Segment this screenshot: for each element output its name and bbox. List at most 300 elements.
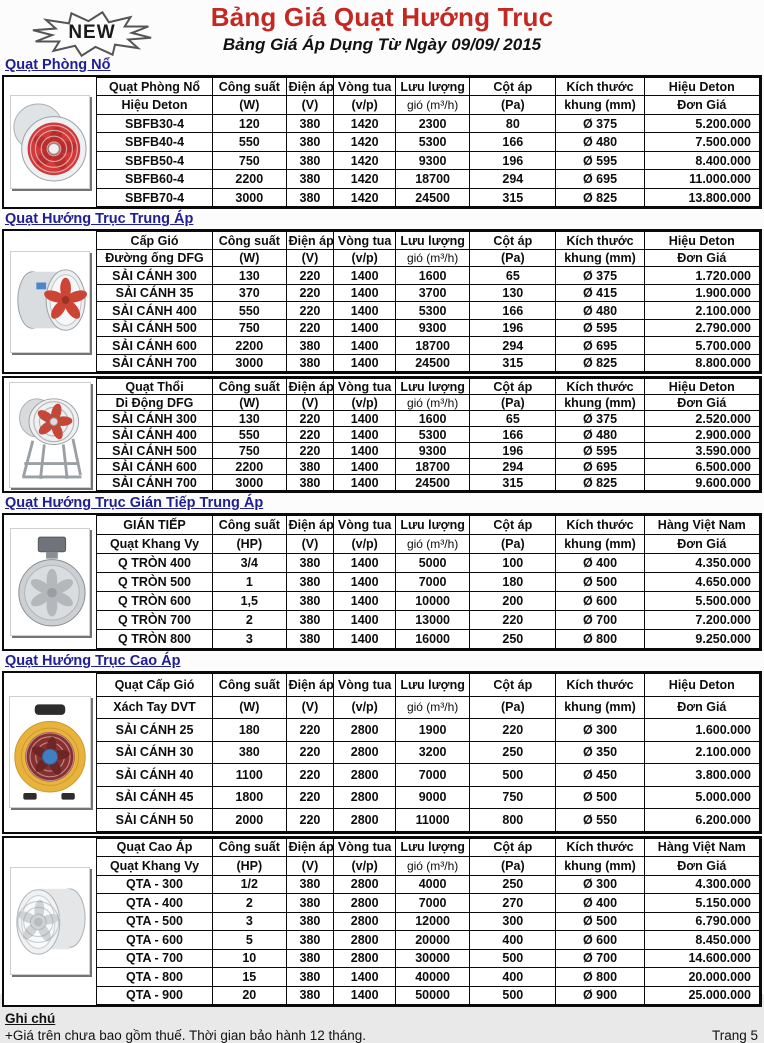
column-header: (V) [286,535,334,554]
column-header: Cấp Gió [97,232,213,250]
column-header: Công suất [213,838,287,857]
value-cell: 130 [470,284,556,302]
model-cell: QTA - 500 [97,912,213,931]
column-header: (v/p) [334,857,396,876]
model-cell: SBFB60-4 [97,170,213,189]
value-cell: 1 [213,573,287,592]
column-header: khung (mm) [556,249,644,267]
price-cell: 5.200.000 [644,114,759,133]
value-cell: 2800 [334,894,396,913]
column-header: Vòng tua [334,77,396,96]
column-header: Lưu lượng [395,232,469,250]
value-cell: 7000 [395,764,469,787]
product-block [2,836,762,1008]
value-cell: 380 [213,741,287,764]
value-cell: 220 [470,719,556,742]
column-header: Vòng tua [334,232,396,250]
column-header: Kích thước [556,379,644,395]
value-cell: 1400 [334,354,396,372]
value-cell: Ø 595 [556,151,644,170]
value-cell: Ø 595 [556,319,644,337]
price-table [96,77,760,208]
price-cell: 6.200.000 [644,809,759,832]
price-cell: 8.450.000 [644,931,759,950]
value-cell: 120 [213,114,287,133]
note-text: +Giá trên chưa bao gồm thuế. Thời gian bảo hành 12 tháng. [5,1028,367,1043]
column-header: Quạt Cao Áp [97,838,213,857]
column-header: (V) [286,395,334,411]
price-table [96,515,760,649]
product-block [2,75,762,210]
value-cell: 300 [470,912,556,931]
column-header: Cột áp [470,674,556,697]
price-table [96,378,760,491]
value-cell: Ø 500 [556,573,644,592]
motor-top-fan-image [10,528,90,636]
value-cell: 1400 [334,554,396,573]
model-cell: QTA - 800 [97,968,213,987]
price-cell: 9.600.000 [644,475,759,491]
column-header: Điện áp [286,379,334,395]
value-cell: 380 [286,188,334,207]
model-cell: SBFB70-4 [97,188,213,207]
column-header: (Pa) [470,96,556,115]
value-cell: 220 [286,411,334,427]
value-cell: 380 [286,573,334,592]
value-cell: 315 [470,188,556,207]
value-cell: Ø 595 [556,443,644,459]
model-cell: Q TRÒN 700 [97,611,213,630]
value-cell: 380 [286,986,334,1005]
value-cell: Ø 500 [556,786,644,809]
value-cell: 220 [286,719,334,742]
value-cell: 166 [470,427,556,443]
column-header: gió (m³/h) [395,857,469,876]
value-cell: 1100 [213,764,287,787]
column-header: (Pa) [470,249,556,267]
value-cell: Ø 300 [556,719,644,742]
column-header: (W) [213,696,287,719]
value-cell: 40000 [395,968,469,987]
value-cell: 2800 [334,912,396,931]
value-cell: 220 [286,319,334,337]
column-header: Vòng tua [334,379,396,395]
column-header: Điện áp [286,77,334,96]
value-cell: 220 [286,302,334,320]
column-header: (HP) [213,535,287,554]
value-cell: 5 [213,931,287,950]
column-header: Cột áp [470,838,556,857]
value-cell: Ø 400 [556,554,644,573]
column-header: (v/p) [334,535,396,554]
value-cell: 130 [213,411,287,427]
column-header: Cột áp [470,516,556,535]
value-cell: 1400 [334,986,396,1005]
column-header: (W) [213,96,287,115]
product-block [2,229,762,374]
column-header: (Pa) [470,696,556,719]
value-cell: 1400 [334,968,396,987]
value-cell: 380 [286,949,334,968]
column-header: (v/p) [334,96,396,115]
product-block [2,513,762,651]
value-cell: 1400 [334,611,396,630]
value-cell: 1420 [334,170,396,189]
value-cell: 18700 [395,459,469,475]
value-cell: 2300 [395,114,469,133]
column-header: Đơn Giá [644,696,759,719]
value-cell: 65 [470,411,556,427]
price-cell: 5.700.000 [644,337,759,355]
value-cell: 5300 [395,427,469,443]
column-header: Xách Tay DVT [97,696,213,719]
value-cell: 500 [470,949,556,968]
value-cell: 380 [286,475,334,491]
value-cell: 1600 [395,411,469,427]
value-cell: 380 [286,931,334,950]
value-cell: 500 [470,764,556,787]
column-header: Quạt Cấp Gió [97,674,213,697]
column-header: Lưu lượng [395,77,469,96]
column-header: gió (m³/h) [395,249,469,267]
footer-row [2,1028,762,1043]
column-header: Công suất [213,232,287,250]
column-header: (v/p) [334,249,396,267]
value-cell: 1420 [334,188,396,207]
value-cell: 166 [470,133,556,152]
model-cell: SẢI CÁNH 600 [97,459,213,475]
section-title: Quạt Phòng Nổ [5,56,111,73]
column-header: (Pa) [470,535,556,554]
price-table [96,673,760,832]
column-header: Vòng tua [334,516,396,535]
value-cell: 250 [470,630,556,649]
column-header: Cột áp [470,379,556,395]
value-cell: Ø 695 [556,170,644,189]
value-cell: 2200 [213,170,287,189]
model-cell: Q TRÒN 500 [97,573,213,592]
column-header: Hiệu Deton [644,674,759,697]
column-header: Đơn Giá [644,96,759,115]
value-cell: 3700 [395,284,469,302]
value-cell: 220 [286,443,334,459]
value-cell: 3000 [213,475,287,491]
column-header: Hiệu Deton [644,232,759,250]
value-cell: 750 [213,443,287,459]
value-cell: 166 [470,302,556,320]
value-cell: 20000 [395,931,469,950]
column-header: khung (mm) [556,96,644,115]
price-cell: 14.600.000 [644,949,759,968]
model-cell: SẢI CÁNH 30 [97,741,213,764]
value-cell: 20 [213,986,287,1005]
value-cell: 220 [286,427,334,443]
value-cell: 1400 [334,267,396,285]
value-cell: 9300 [395,319,469,337]
column-header: Di Động DFG [97,395,213,411]
column-header: Kích thước [556,674,644,697]
value-cell: 380 [286,875,334,894]
price-cell: 25.000.000 [644,986,759,1005]
value-cell: 7000 [395,894,469,913]
column-header: Hiệu Deton [97,96,213,115]
value-cell: 3000 [213,354,287,372]
model-cell: SẢI CÁNH 45 [97,786,213,809]
model-cell: Q TRÒN 400 [97,554,213,573]
price-cell: 1.720.000 [644,267,759,285]
price-cell: 13.800.000 [644,188,759,207]
value-cell: 1420 [334,151,396,170]
model-cell: SẢI CÁNH 400 [97,427,213,443]
value-cell: 3 [213,912,287,931]
value-cell: Ø 700 [556,611,644,630]
value-cell: 1400 [334,337,396,355]
table-sections [2,58,762,1007]
value-cell: 380 [286,968,334,987]
fan-photo-cell [4,77,96,208]
model-cell: SẢI CÁNH 600 [97,337,213,355]
column-header: gió (m³/h) [395,535,469,554]
column-header: Lưu lượng [395,516,469,535]
price-cell: 2.790.000 [644,319,759,337]
price-cell: 4.650.000 [644,573,759,592]
value-cell: 380 [286,592,334,611]
notes-heading: Ghi chú [5,1011,56,1027]
value-cell: 315 [470,475,556,491]
value-cell: 16000 [395,630,469,649]
column-header: gió (m³/h) [395,96,469,115]
price-cell: 6.790.000 [644,912,759,931]
model-cell: Q TRÒN 600 [97,592,213,611]
value-cell: 380 [286,337,334,355]
column-header: Điện áp [286,516,334,535]
column-header: Đơn Giá [644,535,759,554]
model-cell: QTA - 600 [97,931,213,950]
value-cell: 380 [286,354,334,372]
value-cell: 380 [286,151,334,170]
value-cell: 380 [286,611,334,630]
column-header: Hiệu Deton [644,77,759,96]
value-cell: 180 [213,719,287,742]
model-cell: SẢI CÁNH 300 [97,267,213,285]
column-header: khung (mm) [556,395,644,411]
column-header: Kích thước [556,516,644,535]
value-cell: Ø 600 [556,931,644,950]
value-cell: 1400 [334,592,396,611]
column-header: (V) [286,696,334,719]
column-header: Điện áp [286,674,334,697]
column-header: Lưu lượng [395,838,469,857]
column-header: Quạt Thổi [97,379,213,395]
value-cell: Ø 415 [556,284,644,302]
section-title: Quạt Hướng Trục Cao Áp [5,653,181,670]
value-cell: 9300 [395,151,469,170]
value-cell: 1400 [334,427,396,443]
value-cell: 1400 [334,475,396,491]
value-cell: 1600 [395,267,469,285]
value-cell: 10 [213,949,287,968]
price-cell: 2.900.000 [644,427,759,443]
column-header: (W) [213,249,287,267]
value-cell: 315 [470,354,556,372]
price-cell: 1.900.000 [644,284,759,302]
value-cell: Ø 350 [556,741,644,764]
value-cell: 7000 [395,573,469,592]
value-cell: 18700 [395,170,469,189]
value-cell: 18700 [395,337,469,355]
value-cell: 294 [470,170,556,189]
column-header: GIÁN TIẾP [97,516,213,535]
fan-photo-cell [4,673,96,832]
value-cell: 2800 [334,764,396,787]
value-cell: 9000 [395,786,469,809]
price-cell: 2.100.000 [644,741,759,764]
value-cell: 1400 [334,459,396,475]
value-cell: Ø 375 [556,267,644,285]
value-cell: Ø 550 [556,809,644,832]
value-cell: 11000 [395,809,469,832]
fan-photo-cell [4,231,96,372]
column-header: Đường ống DFG [97,249,213,267]
price-cell: 5.500.000 [644,592,759,611]
page-title: Bảng Giá Quạt Hướng Trục [210,2,554,32]
value-cell: Ø 695 [556,337,644,355]
column-header: Lưu lượng [395,379,469,395]
value-cell: 2800 [334,949,396,968]
value-cell: 5300 [395,133,469,152]
value-cell: 220 [286,741,334,764]
value-cell: 270 [470,894,556,913]
section-title: Quạt Hướng Trục Trung Áp [5,211,194,228]
price-cell: 5.000.000 [644,786,759,809]
value-cell: 30000 [395,949,469,968]
value-cell: Ø 480 [556,133,644,152]
value-cell: 550 [213,133,287,152]
value-cell: 1/2 [213,875,287,894]
stand-fan-image [9,382,91,488]
value-cell: 5000 [395,554,469,573]
model-cell: SẢI CÁNH 25 [97,719,213,742]
column-header: (V) [286,96,334,115]
value-cell: 196 [470,151,556,170]
value-cell: 2800 [334,931,396,950]
price-cell: 1.600.000 [644,719,759,742]
column-header: Công suất [213,674,287,697]
price-cell: 8.400.000 [644,151,759,170]
value-cell: 370 [213,284,287,302]
value-cell: 4000 [395,875,469,894]
value-cell: 65 [470,267,556,285]
value-cell: 750 [213,151,287,170]
value-cell: 2200 [213,459,287,475]
new-badge-label: NEW [68,22,116,43]
value-cell: 250 [470,875,556,894]
fan-photo-cell [4,515,96,649]
model-cell: SẢI CÁNH 50 [97,809,213,832]
column-header: Đơn Giá [644,857,759,876]
model-cell: SẢI CÁNH 500 [97,443,213,459]
value-cell: Ø 375 [556,411,644,427]
value-cell: 13000 [395,611,469,630]
column-header: Lưu lượng [395,674,469,697]
value-cell: 400 [470,968,556,987]
column-header: (Pa) [470,857,556,876]
value-cell: 750 [470,786,556,809]
value-cell: 24500 [395,475,469,491]
value-cell: 1400 [334,630,396,649]
value-cell: 2800 [334,786,396,809]
model-cell: QTA - 900 [97,986,213,1005]
column-header: (V) [286,249,334,267]
model-cell: SBFB40-4 [97,133,213,152]
value-cell: 1,5 [213,592,287,611]
column-header: Cột áp [470,232,556,250]
price-cell: 20.000.000 [644,968,759,987]
column-header: gió (m³/h) [395,395,469,411]
value-cell: 15 [213,968,287,987]
column-header: Đơn Giá [644,249,759,267]
value-cell: 24500 [395,354,469,372]
value-cell: 196 [470,443,556,459]
column-header: Đơn Giá [644,395,759,411]
value-cell: 5300 [395,302,469,320]
value-cell: Ø 800 [556,630,644,649]
value-cell: 2800 [334,719,396,742]
value-cell: 1900 [395,719,469,742]
value-cell: Ø 300 [556,875,644,894]
value-cell: 380 [286,630,334,649]
model-cell: SẢI CÁNH 400 [97,302,213,320]
value-cell: Ø 825 [556,188,644,207]
portable-fan-image [9,696,91,808]
column-header: Công suất [213,516,287,535]
column-header: Công suất [213,77,287,96]
value-cell: Ø 825 [556,475,644,491]
value-cell: 220 [286,786,334,809]
fan-photo-cell [4,378,96,491]
value-cell: 294 [470,459,556,475]
value-cell: 3 [213,630,287,649]
column-header: Quạt Phòng Nổ [97,77,213,96]
value-cell: 180 [470,573,556,592]
price-cell: 6.500.000 [644,459,759,475]
model-cell: SẢI CÁNH 35 [97,284,213,302]
value-cell: Ø 375 [556,114,644,133]
value-cell: 220 [470,611,556,630]
model-cell: SẢI CÁNH 40 [97,764,213,787]
column-header: Hàng Việt Nam [644,516,759,535]
price-table [96,838,760,1006]
duct-angle-fan-image [10,251,90,353]
value-cell: 2800 [334,741,396,764]
value-cell: Ø 695 [556,459,644,475]
value-cell: 800 [470,809,556,832]
product-block [2,671,762,834]
model-cell: QTA - 400 [97,894,213,913]
price-cell: 11.000.000 [644,170,759,189]
value-cell: 220 [286,764,334,787]
value-cell: 380 [286,459,334,475]
value-cell: Ø 600 [556,592,644,611]
value-cell: 196 [470,319,556,337]
price-cell: 2.100.000 [644,302,759,320]
column-header: Công suất [213,379,287,395]
value-cell: 294 [470,337,556,355]
page-number: Trang 5 [711,1028,758,1043]
column-header: Điện áp [286,232,334,250]
value-cell: 3000 [213,188,287,207]
value-cell: 220 [286,284,334,302]
